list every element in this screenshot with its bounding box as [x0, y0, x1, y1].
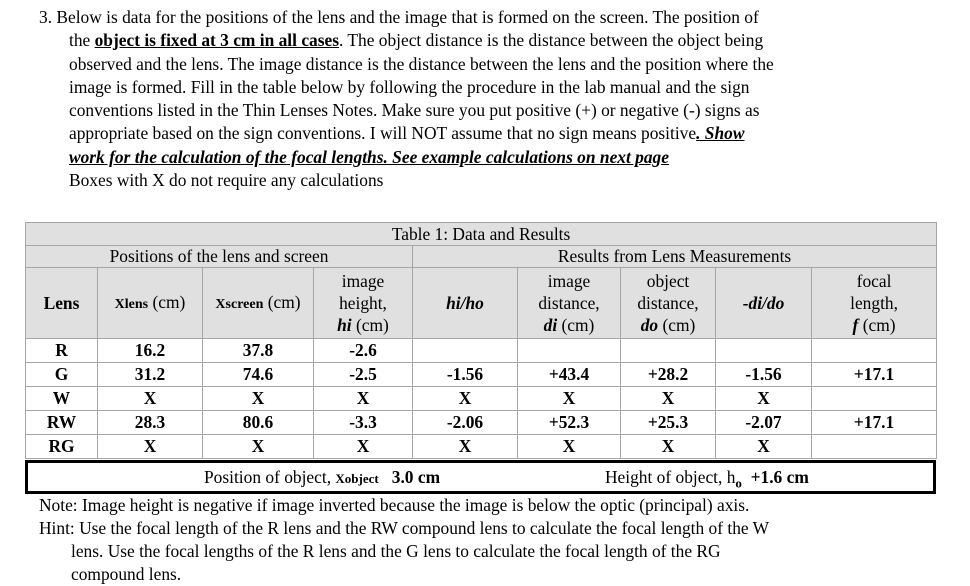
cell-f: +17.1: [812, 411, 937, 435]
cell-mag: [716, 339, 812, 363]
f-l1: focal: [856, 271, 892, 291]
note-line: Note: Image height is negative if image inverted because the image is below the optic (principal) axis.: [39, 495, 750, 515]
table-caption: Table 1: Data and Results: [26, 223, 937, 246]
table-row: [26, 363, 937, 387]
cell-f: [812, 387, 937, 411]
f-l2: length,: [850, 293, 898, 313]
cell-lens: RW: [26, 411, 98, 435]
object-height-sub: o: [735, 475, 742, 491]
cell-f: [812, 435, 937, 459]
cell-di: X: [518, 387, 621, 411]
header-lens: Lens: [26, 268, 98, 339]
question-line-5: conventions listed in the Thin Lenses Notes. Make sure you put positive (+) or negative (-) signs as: [69, 100, 760, 121]
group-header-results: Results from Lens Measurements: [413, 246, 937, 268]
do-var: do: [640, 315, 659, 335]
xscreen-var: Xscreen: [215, 296, 264, 312]
object-height: [605, 463, 809, 497]
header-object-distance: [621, 268, 716, 339]
di-l1: image: [547, 271, 591, 291]
cell-f: +17.1: [812, 363, 937, 387]
cell-hi: X: [314, 435, 413, 459]
cell-lens: G: [26, 363, 98, 387]
header-focal-length: [812, 268, 937, 339]
question-line-6: [39, 122, 939, 145]
xlens-var: Xlens: [114, 296, 149, 312]
cell-xlens: 28.3: [98, 411, 203, 435]
cell-xlens: 16.2: [98, 339, 203, 363]
height-var: hi: [337, 315, 352, 335]
object-height-label: Height of object, h: [605, 467, 736, 487]
object-info-bar: [25, 460, 936, 494]
cell-xlens: X: [98, 435, 203, 459]
fixed-object-emphasis: object is fixed at 3 cm in all cases: [94, 30, 339, 51]
show-emphasis: . Show: [696, 123, 745, 144]
di-l2: distance,: [538, 293, 600, 313]
cell-lens: R: [26, 339, 98, 363]
cell-hi: X: [314, 387, 413, 411]
cell-ratio: -1.56: [413, 363, 518, 387]
table-row: [26, 435, 937, 459]
cell-hi: -2.5: [314, 363, 413, 387]
height-l1: image: [341, 271, 385, 291]
group-header-positions: Positions of the lens and screen: [26, 246, 413, 268]
cell-xlens: X: [98, 387, 203, 411]
object-position-value: 3.0 cm: [391, 467, 441, 487]
table-row: [26, 339, 937, 363]
header-xlens: [98, 268, 203, 339]
xscreen-unit: (cm): [263, 291, 301, 312]
f-unit: (cm): [858, 315, 896, 335]
object-position: [204, 463, 440, 493]
line2-pre: the: [69, 30, 95, 51]
hint-line-3: compound lens.: [71, 564, 182, 584]
cell-di: [518, 339, 621, 363]
results-table: [25, 222, 937, 459]
question-line-4: image is formed. Fill in the table below by following the procedure in the lab manual and the sign: [69, 76, 750, 97]
height-l2: height,: [339, 293, 387, 313]
question-line-3: observed and the lens. The image distance is the distance between the lens and the position where the: [69, 53, 774, 74]
f-var: f: [852, 315, 859, 335]
cell-lens: W: [26, 387, 98, 411]
cell-lens: RG: [26, 435, 98, 459]
di-unit: (cm): [557, 315, 595, 335]
do-l2: distance,: [637, 293, 699, 313]
cell-mag: X: [716, 435, 812, 459]
cell-xscreen: 80.6: [203, 411, 314, 435]
xlens-unit: (cm): [148, 291, 186, 312]
cell-do: +28.2: [621, 363, 716, 387]
cell-do: X: [621, 435, 716, 459]
height-l3: [316, 314, 410, 336]
hint-line-2: lens. Use the focal lengths of the R lens and the G lens to calculate the focal length of the RG: [71, 541, 721, 561]
question-line-7: work for the calculation of the focal lengths. See example calculations on next page: [69, 146, 669, 167]
line2-post: . The object distance is the distance between the object being: [339, 30, 764, 51]
header-magnification: -di/do: [716, 268, 812, 339]
do-unit: (cm): [658, 315, 696, 335]
cell-xlens: 31.2: [98, 363, 203, 387]
object-position-var: Xobject: [335, 471, 379, 486]
header-image-distance: [518, 268, 621, 339]
f-l3: [814, 314, 934, 336]
cell-hi: -2.6: [314, 339, 413, 363]
cell-mag: -1.56: [716, 363, 812, 387]
do-l1: object: [646, 271, 690, 291]
cell-mag: -2.07: [716, 411, 812, 435]
header-xscreen: [203, 268, 314, 339]
notes-section: [39, 494, 939, 586]
cell-di: +52.3: [518, 411, 621, 435]
table-row: [26, 411, 937, 435]
cell-xscreen: X: [203, 435, 314, 459]
question-text: [39, 6, 939, 192]
line6-pre: appropriate based on the sign conventions. I will NOT assume that no sign means positive: [69, 123, 697, 144]
cell-mag: X: [716, 387, 812, 411]
question-line-8: Boxes with X do not require any calculations: [69, 170, 384, 191]
cell-do: [621, 339, 716, 363]
cell-f: [812, 339, 937, 363]
hint-line-1: Hint: Use the focal length of the R lens and the RW compound lens to calculate the focal length of the W: [39, 518, 770, 538]
cell-xscreen: 37.8: [203, 339, 314, 363]
table-row: [26, 387, 937, 411]
do-l3: [623, 314, 713, 336]
di-var: di: [543, 315, 558, 335]
header-image-height: [314, 268, 413, 339]
cell-hi: -3.3: [314, 411, 413, 435]
cell-do: +25.3: [621, 411, 716, 435]
cell-ratio: -2.06: [413, 411, 518, 435]
cell-ratio: X: [413, 435, 518, 459]
di-l3: [520, 314, 618, 336]
cell-xscreen: X: [203, 387, 314, 411]
height-unit: (cm): [351, 315, 389, 335]
cell-ratio: [413, 339, 518, 363]
cell-di: X: [518, 435, 621, 459]
cell-xscreen: 74.6: [203, 363, 314, 387]
object-height-value: +1.6 cm: [750, 467, 809, 487]
cell-do: X: [621, 387, 716, 411]
cell-ratio: X: [413, 387, 518, 411]
question-line-2: [39, 29, 939, 52]
object-position-label: Position of object,: [204, 467, 336, 487]
question-line-1: 3. Below is data for the positions of the lens and the image that is formed on the screen. The position of: [39, 7, 759, 27]
header-height-ratio: hi/ho: [413, 268, 518, 339]
cell-di: +43.4: [518, 363, 621, 387]
